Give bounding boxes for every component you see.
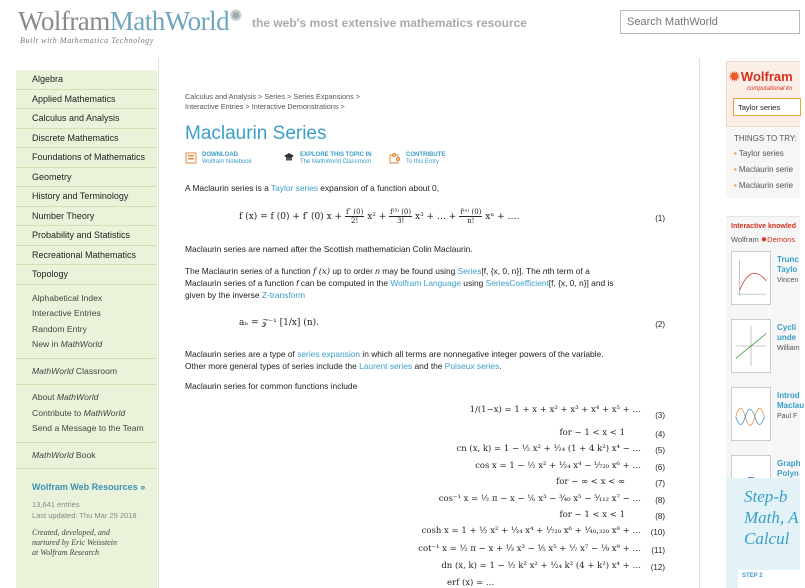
wolfram-alpha-box [726, 61, 800, 127]
wolfram-alpha-subtitle: computational kn [747, 86, 793, 92]
equation-1: f (x) = f (0) + f′ (0) x + $\frac{f'' (0)}{2!}$ x² + $\frac{\text{f⁽³⁾ (0)}}{3!}$ x³ + … + $\frac{\text{f⁽ⁿ⁾ (0)}}{n!}$ xⁿ + …. [239, 208, 520, 225]
sidebar-item-applied-mathematics[interactable]: Applied Mathematics [16, 90, 157, 110]
right-column [720, 58, 805, 588]
search-input[interactable] [620, 10, 800, 34]
sidebar-item-probability[interactable]: Probability and Statistics [16, 226, 157, 246]
demonstrations-brand: Wolfram ✹Demons [731, 235, 796, 244]
link-wolfram-language[interactable]: Wolfram Language [390, 277, 461, 288]
things-item: ▪ Maclaurin serie [734, 181, 794, 190]
series-cos-domain: for − ∞ < x < ∞ [556, 477, 625, 487]
things-item-link[interactable]: Maclaurin serie [738, 181, 794, 190]
wolfram-alpha-input[interactable] [733, 98, 801, 116]
breadcrumb-interactive-demonstrations[interactable]: Interactive Demonstrations [251, 102, 339, 111]
equation-2: aₙ = 𝒵⁻¹ [1/x] (n). [239, 318, 319, 328]
breadcrumb-calculus[interactable]: Calculus and Analysis [185, 92, 256, 101]
sidebar-about[interactable]: About MathWorld [32, 392, 99, 402]
demonstrations-box [726, 216, 805, 498]
sidebar-item-history[interactable]: History and Terminology [16, 187, 157, 207]
equation-number-9: (8) [655, 512, 665, 521]
sidebar-random-entry[interactable]: Random Entry [32, 323, 87, 334]
last-updated: Last updated: Thu Mar 29 2018 [32, 511, 137, 520]
things-item: ▪ Taylor series [734, 149, 784, 158]
entries-count: 13,641 entries [32, 500, 80, 509]
series-1: 1/(1−x) = 1 + x + x² + x³ + x⁴ + x⁵ + … [469, 405, 641, 415]
wolfram-alpha-logo[interactable]: ✹Wolfram [729, 69, 793, 84]
link-taylor-series[interactable]: Taylor series [270, 183, 318, 193]
notebook-icon [185, 152, 197, 164]
equation-number-6: (6) [655, 463, 665, 472]
sidebar-item-foundations[interactable]: Foundations of Mathematics [16, 148, 157, 168]
sidebar-item-topology[interactable]: Topology [16, 265, 157, 285]
series-1-domain: for − 1 < x < 1 [559, 428, 625, 438]
entry-tools: DOWNLOAD Wolfram Notebook EXPLORE THIS TOPIC IN The MathWorld Classroom CONTRIBUTE To this Entry [185, 151, 485, 171]
sidebar [16, 70, 157, 588]
equation-number-2: (2) [655, 320, 665, 329]
step-by-step-ad[interactable] [726, 478, 800, 588]
things-to-try-box [726, 128, 800, 198]
link-seriescoefficient[interactable]: SeriesCoefficient [485, 277, 549, 288]
series-arccos-domain: for − 1 < x < 1 [559, 510, 625, 520]
sidebar-item-algebra[interactable]: Algebra [16, 70, 157, 90]
things-item-link[interactable]: Taylor series [738, 149, 784, 158]
breadcrumb-interactive-entries[interactable]: Interactive Entries [185, 102, 244, 111]
main-content [158, 58, 700, 588]
paragraph-computation: The Maclaurin series of a function f (x) up to order n may be found using Series[f, {x, 0, n}]. The nth term of a Maclaurin series of a function f can be computed in the Wolfram Language using SeriesCoefficient[f, {x, 0, n}] and is given by the inverse Z-transform [185, 266, 614, 300]
series-arccot: cot⁻¹ x = ½ π − x + ⅓ x³ − ⅕ x⁵ + ⅐ x⁷ − ⅑ x⁹ + … [418, 544, 641, 554]
header [0, 0, 800, 50]
puzzle-icon [389, 152, 401, 164]
logo-subtitle: Built with Mathematica Technology [20, 36, 154, 45]
series-cn: cn (x, k) = 1 − ½ x² + ¹⁄₂₄ (1 + 4 k²) x⁴ − … [456, 444, 641, 454]
series-cosh: cosh x = 1 + ½ x² + ¹⁄₂₄ x⁴ + ¹⁄₇₂₀ x⁶ + ¹⁄₄₀,₃₂₀ x⁸ + … [421, 526, 641, 536]
things-to-try-title: THINGS TO TRY: [734, 134, 797, 143]
equation-number-12: (12) [650, 563, 665, 572]
series-arccos: cos⁻¹ x = ½ π − x − ⅙ x³ − ³⁄₄₀ x⁵ − ⁵⁄₁₁₂ x⁷ − … [438, 494, 641, 504]
demo-item[interactable]: Cycli unde William [731, 319, 805, 383]
link-laurent-series[interactable]: Laurent series [359, 360, 413, 371]
mathworld-logo[interactable] [18, 6, 242, 37]
equation-number-10: (10) [650, 528, 665, 537]
wolfram-spikey-icon: ✹ [729, 69, 740, 84]
tagline: the web's most extensive mathematics resource [252, 16, 527, 30]
link-z-transform[interactable]: Z-transform [261, 289, 306, 300]
sidebar-item-number-theory[interactable]: Number Theory [16, 207, 157, 227]
series-cos: cos x = 1 − ½ x² + ¹⁄₂₄ x⁴ − ¹⁄₇₂₀ x⁶ + … [475, 461, 641, 471]
sidebar-new-in-mathworld[interactable]: New in MathWorld [32, 339, 103, 349]
things-item-link[interactable]: Maclaurin serie [738, 165, 794, 174]
logo-wolfram: Wolfram [18, 6, 110, 36]
equation-number-5: (5) [655, 446, 665, 455]
equation-number-7: (7) [655, 479, 665, 488]
sidebar-contribute[interactable]: Contribute to MathWorld [32, 407, 126, 418]
demonstrations-title: Interactive knowled [731, 223, 796, 230]
breadcrumb-series-expansions[interactable]: Series Expansions [293, 92, 354, 101]
demo-thumbnail [731, 251, 771, 305]
paragraph-named-after: Maclaurin series are named after the Scottish mathematician Colin Maclaurin. [185, 244, 473, 254]
demo-item[interactable]: Introd Maclau Paul F [731, 387, 805, 451]
demo-thumbnail [731, 319, 771, 373]
paragraph-intro: A Maclaurin series is a Taylor series expansion of a function about 0, [185, 183, 440, 193]
link-series[interactable]: Series [457, 266, 482, 276]
equation-number-8: (8) [655, 496, 665, 505]
equation-number-4: (4) [655, 430, 665, 439]
sidebar-book[interactable]: MathWorld Book [32, 449, 96, 460]
demo-item[interactable]: Trunc Taylo Vincen [731, 251, 805, 315]
link-puiseux-series[interactable]: Puiseux series [444, 360, 500, 371]
sidebar-item-calculus-and-analysis[interactable]: Calculus and Analysis [16, 109, 157, 129]
demo-item[interactable]: Graph Polyn [731, 455, 805, 519]
sidebar-item-geometry[interactable]: Geometry [16, 168, 157, 188]
series-dn: dn (x, k) = 1 − ½ k² x² + ¹⁄₂₄ k² (4 + k²) x⁴ + … [441, 561, 641, 571]
sidebar-classroom[interactable]: MathWorld Classroom [32, 365, 118, 376]
step-by-step-text: Step-b Math, A Calcul [744, 487, 799, 548]
sidebar-item-recreational[interactable]: Recreational Mathematics [16, 246, 157, 266]
logo-spikey-icon: ✺ [229, 8, 243, 25]
credit-text: Created, developed, and nurtured by Eric Weisstein at Wolfram Research [32, 528, 117, 557]
breadcrumb: Calculus and Analysis > Series > Series Expansions > Interactive Entries > Interactive Demonstrations > [185, 92, 361, 111]
logo-mathworld: MathWorld [109, 6, 230, 36]
wolfram-web-resources-link[interactable]: Wolfram Web Resources » [32, 482, 146, 492]
graduation-cap-icon [283, 152, 295, 164]
equation-number-11: (11) [651, 546, 665, 555]
spikey-icon: ✹ [760, 235, 768, 244]
series-erf: erf (x) = … [447, 578, 495, 588]
paragraph-common-functions: Maclaurin series for common functions include [185, 381, 358, 391]
sidebar-alphabetical-index[interactable]: Alphabetical Index [32, 292, 103, 303]
link-series-expansion[interactable]: series expansion [297, 349, 361, 359]
sidebar-interactive-entries[interactable]: Interactive Entries [32, 308, 101, 318]
demo-thumbnail [731, 387, 771, 441]
paragraph-series-type: Maclaurin series are a type of series expansion in which all terms are nonnegative integer powers of the variable. Other more general types of series include the Laurent series and the Puiseux series. [185, 349, 604, 371]
sidebar-send-message[interactable]: Send a Message to the Team [32, 423, 144, 433]
equation-number-3: (3) [655, 411, 665, 420]
equation-number-1: (1) [655, 214, 665, 223]
breadcrumb-series[interactable]: Series [264, 92, 285, 101]
sidebar-item-discrete-mathematics[interactable]: Discrete Mathematics [16, 129, 157, 149]
page-title: Maclaurin Series [185, 123, 327, 144]
step-2-label: STEP 2 [738, 570, 800, 588]
things-item: ▪ Maclaurin serie [734, 165, 794, 174]
